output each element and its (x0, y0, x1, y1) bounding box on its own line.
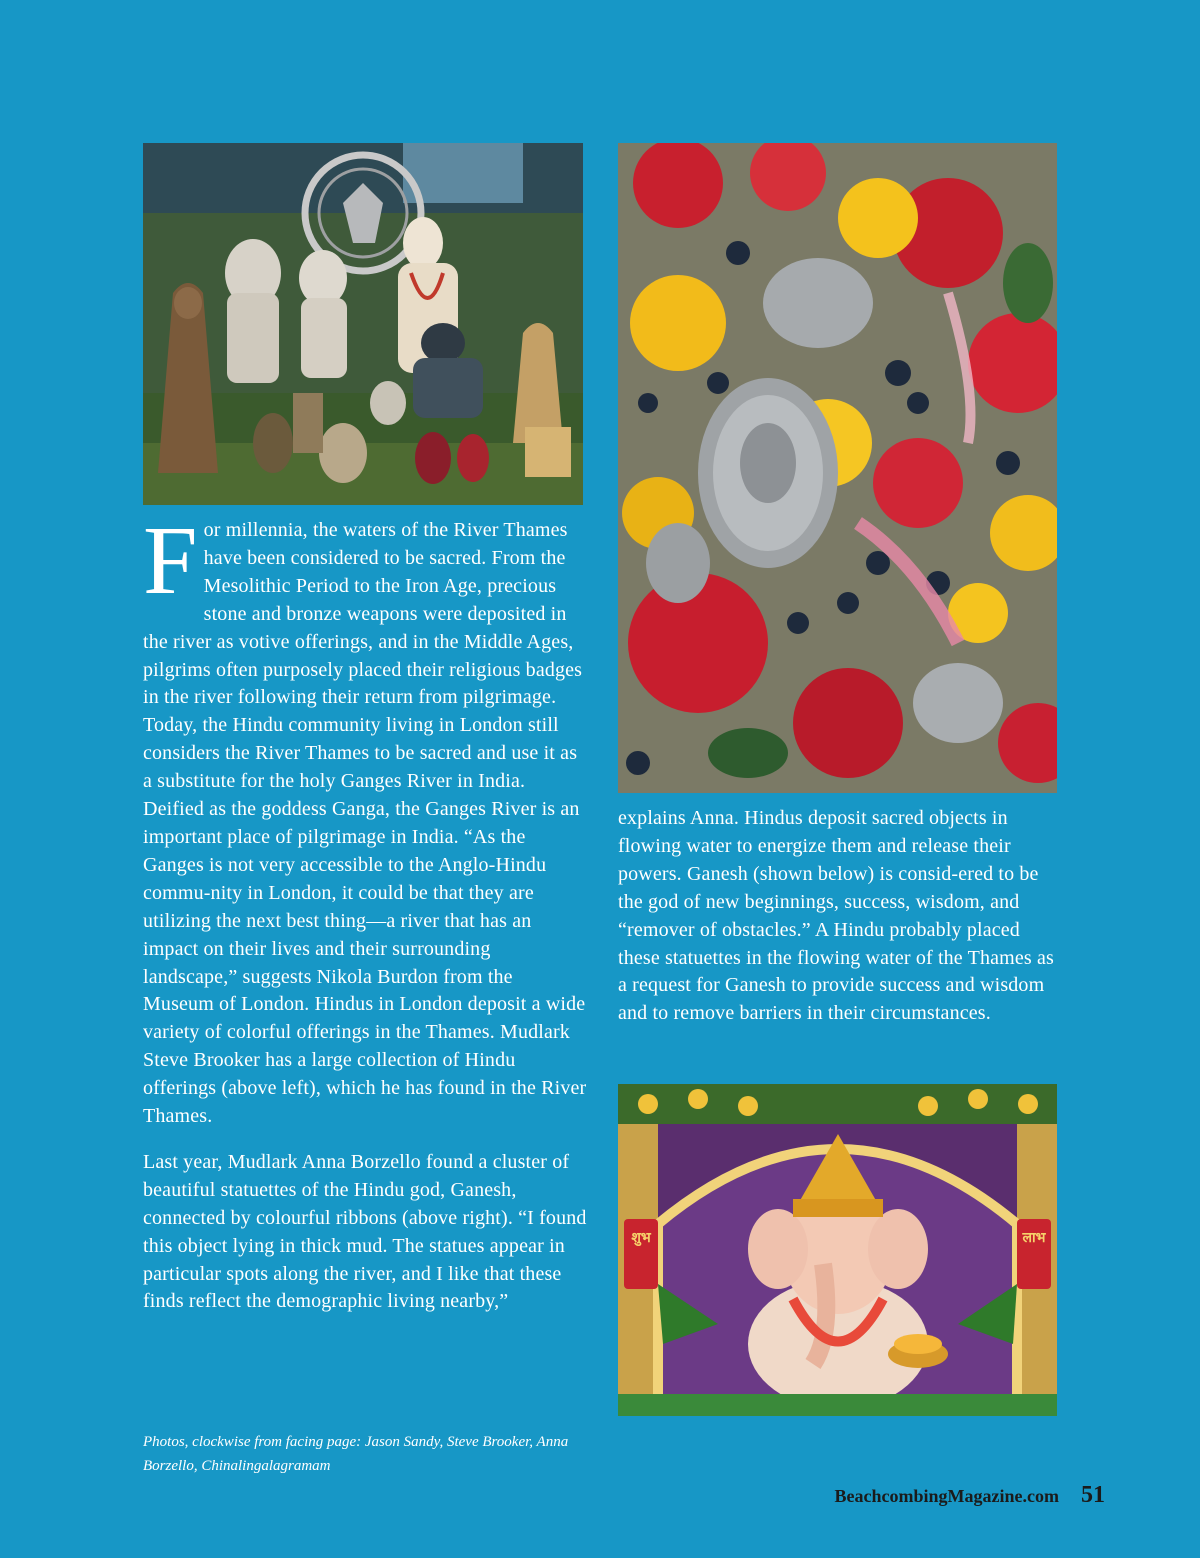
page-number: 51 (1081, 1482, 1105, 1508)
photo-credit: Photos, clockwise from facing page: Jason Sandy, Steve Brooker, Anna Borzello, Chinalingalagramam (143, 1434, 569, 1474)
article-paragraph-3: explains Anna. Hindus deposit sacred objects in flowing water to energize them and release their powers. Ganesh (shown below) is consid-ered to be the god of new beginnings, success, wisdom, and “remover of obstacles.” A Hindu probably placed these statuettes in the flowing water of the Thames as a request for Ganesh to provide success and wisdom and to remove barriers in their circumstances. (618, 807, 1054, 1025)
paragraph-1-text: or millennia, the waters of the River Thames have been considered to be sacred. From the Mesolithic Period to the Iron Age, precious stone and bronze weapons were deposited in the river as votive offerings, and in the Middle Ages, pilgrims often purposely placed their religious badges in the river following their return from pilgrimage. Today, the Hindu community living in London still considers the River Thames to be sacred and use it as a substitute for the holy Ganges River in India. Deified as the goddess Ganga, the Ganges River is an important place of pilgrimage in India. “As the Ganges is not very accessible to the Anglo-Hindu commu-nity in London, it could be that they are utilizing the next best thing—a river that has an impact on their lives and their surrounding landscape,” suggests Nikola Burdon from the Museum of London. Hindus in London deposit a wide variety of colorful offerings in the Thames. Mudlark Steve Brooker has a large collection of Hindu offerings (above left), which he has found in the River Thames. (143, 519, 587, 1128)
labh-glyph: लाभ (1022, 1230, 1046, 1246)
page-footer (835, 1482, 1105, 1509)
ganesh-statuettes-ribbons-photo (618, 143, 1057, 793)
shubh-glyph: शुभ (631, 1230, 651, 1246)
article-column-left (143, 507, 588, 1316)
article-paragraph-2: Last year, Mudlark Anna Borzello found a cluster of beautiful statuettes of the Hindu god, Ganesh, connected by colourful ribbons (above right). “I found this object lying in thick mud. The statues appear in particular spots along the river, and I like that these finds reflect the demographic living nearby,” (143, 1150, 587, 1313)
hindu-offerings-photo (143, 143, 583, 505)
article-column-right (618, 805, 1063, 1028)
footer-site-url: BeachcombingMagazine.com (834, 1486, 1059, 1506)
article-paragraph-1 (143, 507, 588, 1131)
ganesh-illustration (618, 1084, 1057, 1416)
drop-cap: F (143, 507, 198, 615)
